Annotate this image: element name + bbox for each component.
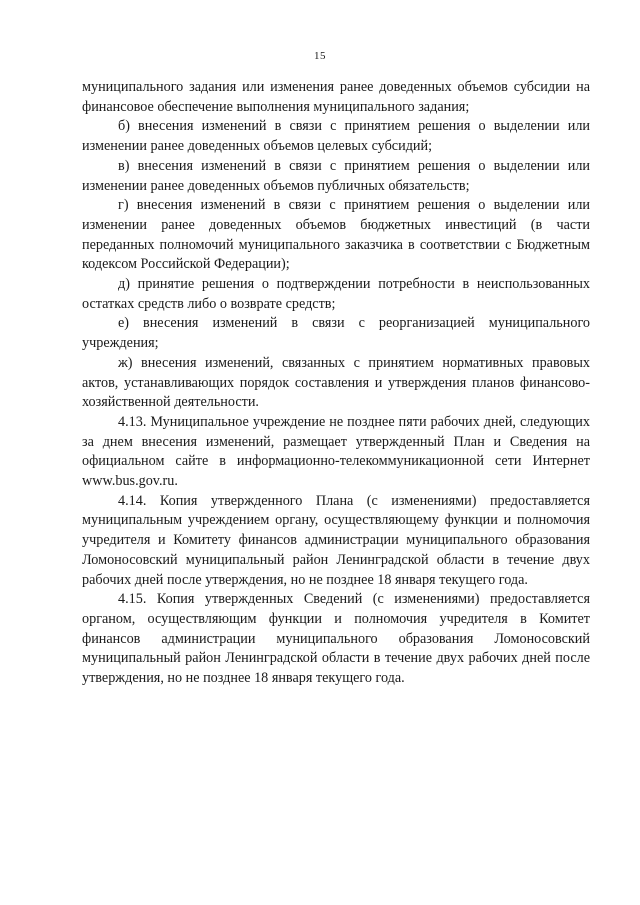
page-number: 15 xyxy=(314,50,326,62)
paragraph-item-b: б) внесения изменений в связи с принятием решения о выделении или изменении ранее доведенных объемов целевых субсидий; xyxy=(82,118,590,155)
paragraph-item-v: в) внесения изменений в связи с принятием решения о выделении или изменении ранее доведенных объемов публичных обязательств; xyxy=(82,157,590,194)
paragraph-4-15: 4.15. Копия утвержденных Сведений (с изменениями) предоставляется органом, осуществляющим функции и полномочия учредителя в Комитет финансов администрации муниципального образования Ломоносовский муниципальный район Ленинградской области в течение двух рабочих дней после утверждения, но не позднее 18 января текущего года. xyxy=(82,591,590,687)
paragraph-continuation: муниципального задания или изменения ранее доведенных объемов субсидии на финансовое обеспечение выполнения муниципального задания; xyxy=(82,79,590,115)
paragraph-item-d: д) принятие решения о подтверждении потребности в неиспользованных остатках средств либо о возврате средств; xyxy=(82,276,590,312)
paragraph-4-14: 4.14. Копия утвержденного Плана (с изменениями) предоставляется муниципальным учреждением органу, осуществляющему функции и полномочия учредителя и Комитету финансов администрации муниципального образования Ломоносовский муниципальный район Ленинградской области в течение двух рабочих дней после утверждения, но не позднее 18 января текущего года. xyxy=(82,492,590,588)
paragraph-item-zh: ж) внесения изменений, связанных с принятием нормативных правовых актов, устанавливающих порядок составления и утверждения планов финансово-хозяйственной деятельности. xyxy=(82,354,590,411)
document-body xyxy=(82,78,590,689)
paragraph-4-13: 4.13. Муниципальное учреждение не позднее пяти рабочих дней, следующих за днем внесения изменений, размещает утвержденный План и Сведения на официальном сайте в информационно-телекоммуникационной сети Интернет www.bus.gov.ru. xyxy=(82,413,590,490)
paragraph-item-e: е) внесения изменений в связи с реорганизацией муниципального учреждения; xyxy=(82,315,590,352)
paragraph-item-g: г) внесения изменений в связи с принятием решения о выделении или изменении ранее доведенных объемов бюджетных инвестиций (в части переданных полномочий муниципального заказчика в соответствии с Бюджетным кодексом Российской Федерации); xyxy=(82,197,590,273)
